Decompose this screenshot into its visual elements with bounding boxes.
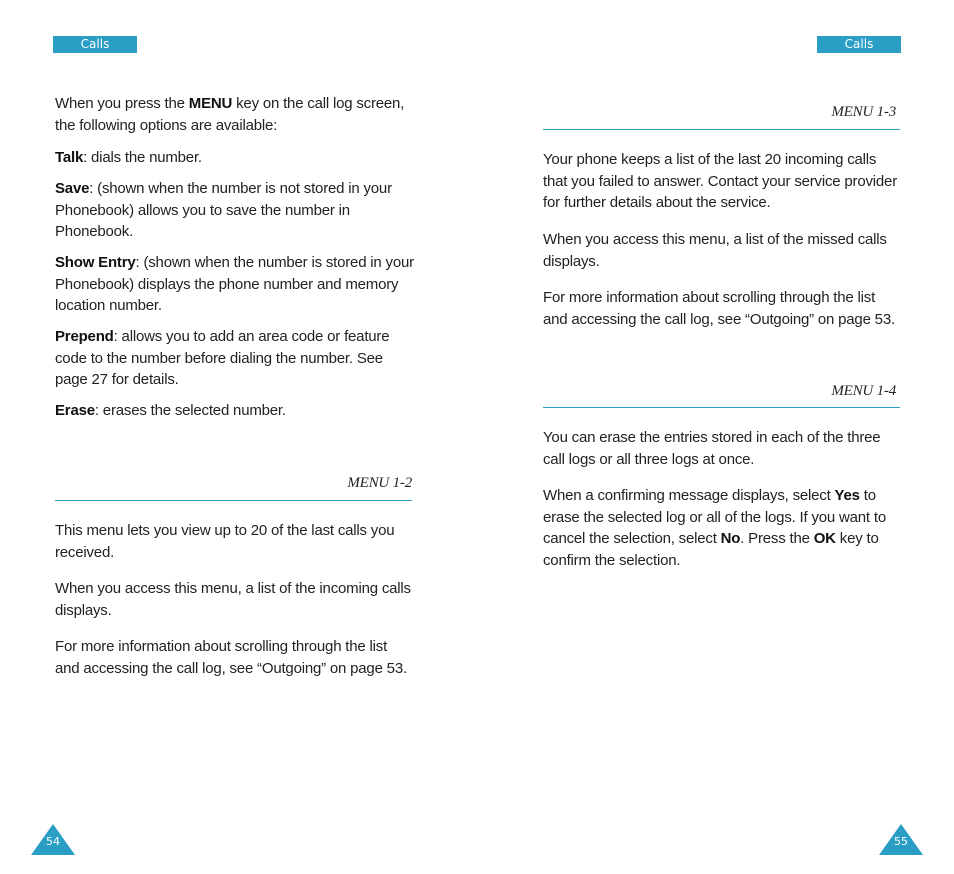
menu-label-1-4: MENU 1-4 xyxy=(831,383,896,399)
option-term: Prepend xyxy=(55,328,114,345)
option-desc: : (shown when the number is not stored in your Phonebook) allows you to save the number in Phonebook. xyxy=(55,180,392,240)
page-number-text: 55 xyxy=(894,835,908,848)
menu-label-1-2: MENU 1-2 xyxy=(347,475,412,491)
option-erase xyxy=(55,400,415,422)
option-term: Show Entry xyxy=(55,254,136,271)
option-term: Save xyxy=(55,180,90,197)
option-talk xyxy=(55,147,415,169)
confirm-text: key to confirm the selection. xyxy=(543,530,879,569)
right-page-column xyxy=(543,0,903,874)
received-paragraph-3: For more information about scrolling through the list and accessing the call log, see “Outgoing” on page 53. xyxy=(55,638,407,677)
option-prepend xyxy=(55,326,415,391)
option-show-entry xyxy=(55,252,415,317)
section-divider xyxy=(543,129,900,130)
option-term: Erase xyxy=(55,402,95,419)
option-desc: : allows you to add an area code or feature code to the number before dialing the number. See page 27 for details. xyxy=(55,328,390,388)
confirm-text: . Press the xyxy=(740,530,814,547)
option-term: Talk xyxy=(55,149,84,166)
option-desc: : erases the selected number. xyxy=(94,402,286,419)
ok-key-label: OK xyxy=(813,530,836,547)
confirm-text: to erase the selected log or all of the logs. If you want to cancel the selection, select xyxy=(543,487,886,547)
yes-key-label: Yes xyxy=(834,487,860,504)
confirm-text: When a confirming message displays, select xyxy=(543,487,835,504)
menu-key-label: MENU xyxy=(188,95,233,112)
erase-paragraph-2 xyxy=(543,485,903,571)
menu-label-1-3: MENU 1-3 xyxy=(831,104,896,120)
option-desc: : (shown when the number is stored in your Phonebook) displays the phone number and memory location number. xyxy=(55,254,414,314)
option-desc: : dials the number. xyxy=(83,149,202,166)
missed-paragraph-3: For more information about scrolling through the list and accessing the call log, see “Outgoing” on page 53. xyxy=(543,289,895,328)
header-tab-left: Calls xyxy=(53,36,137,53)
received-paragraph-2: When you access this menu, a list of the incoming calls displays. xyxy=(55,580,411,619)
page-number-text: 54 xyxy=(46,835,60,848)
option-save xyxy=(55,178,415,243)
erase-paragraph-1: You can erase the entries stored in each of the three call logs or all three logs at once. xyxy=(543,429,881,468)
header-tab-right: Calls xyxy=(817,36,901,53)
page-number-right xyxy=(879,824,923,856)
section-divider xyxy=(543,407,900,408)
missed-paragraph-1: Your phone keeps a list of the last 20 incoming calls that you failed to answer. Contact your service provider for further details about the service. xyxy=(543,151,897,211)
intro-text-pre: When you press the xyxy=(55,95,189,112)
section-divider xyxy=(55,500,412,501)
intro-text-post: key on the call log screen, the following options are available: xyxy=(55,95,405,134)
intro-paragraph xyxy=(55,93,415,136)
left-page-column xyxy=(55,0,415,874)
page-number-left xyxy=(31,824,75,856)
received-paragraph-1: This menu lets you view up to 20 of the last calls you received. xyxy=(55,522,395,561)
missed-paragraph-2: When you access this menu, a list of the missed calls displays. xyxy=(543,231,887,270)
no-key-label: No xyxy=(720,530,741,547)
